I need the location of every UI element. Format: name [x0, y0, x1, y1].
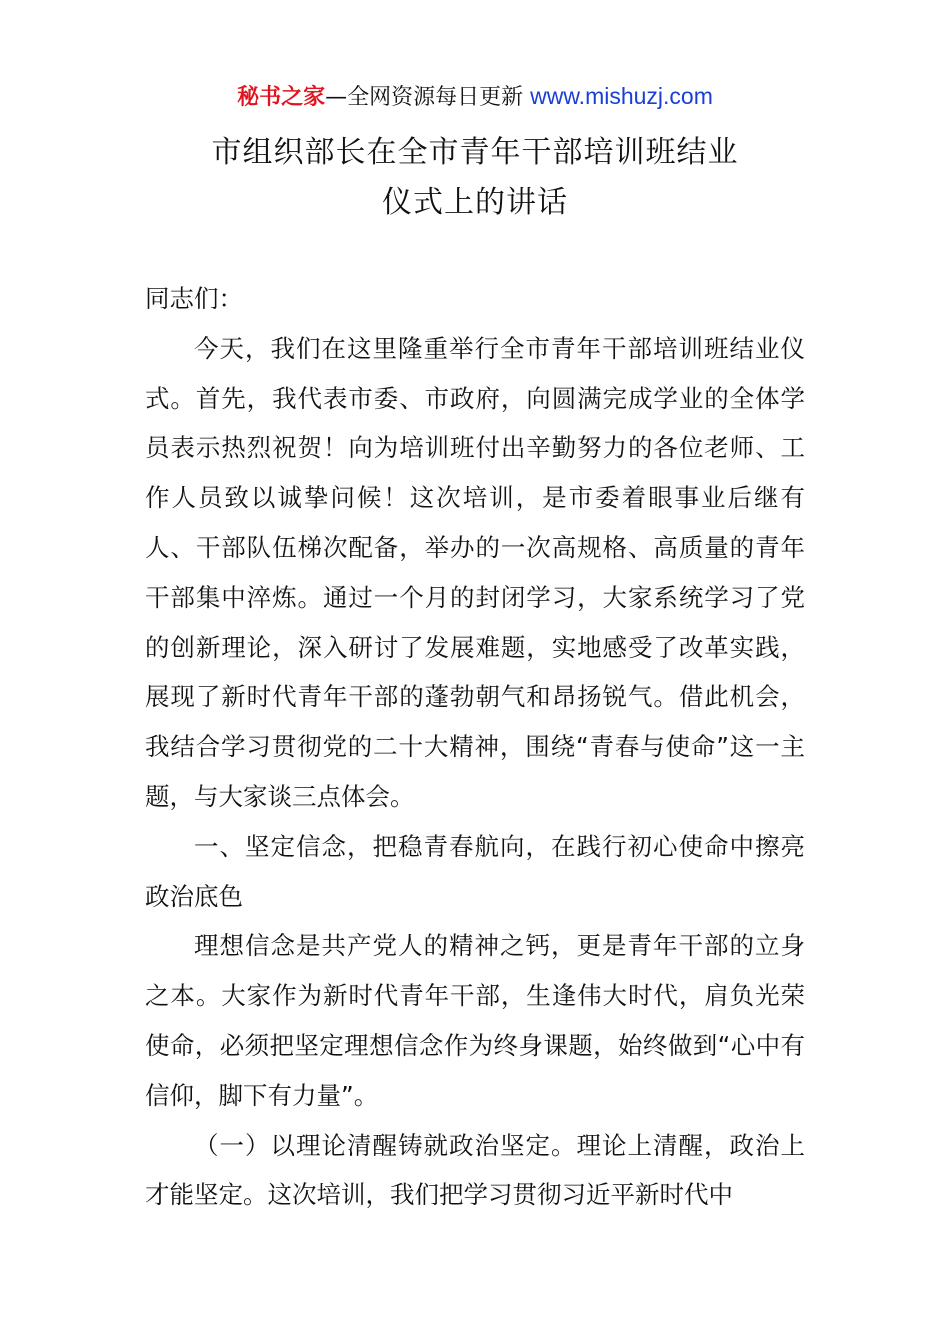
brand-name: 秘书之家: [237, 85, 326, 110]
section-heading-1: 一、坚定信念，把稳青春航向，在践行初心使命中擦亮政治底色: [145, 831, 805, 911]
site-header: [0, 80, 950, 114]
paragraph-section-1: 理想信念是共产党人的精神之钙，更是青年干部的立身之本。大家作为新时代青年干部，生逢伟大时代，肩负光荣使命，必须把坚定理想信念作为终身课题，始终做到“心中有信仰，脚下有力量”。: [145, 931, 805, 1110]
title-line-1: 市组织部长在全市青年干部培训班结业: [211, 135, 739, 170]
document-body: [145, 274, 805, 1220]
paragraph-intro: 今天，我们在这里隆重举行全市青年干部培训班结业仪式。首先，我代表市委、市政府，向圆满完成学业的全体学员表示热烈祝贺！向为培训班付出辛勤努力的各位老师、工作人员致以诚挚问候！这次培训，是市委着眼事业后继有人、干部队伍梯次配备，举办的一次高规格、高质量的青年干部集中淬炼。通过一个月的封闭学习，大家系统学习了党的创新理论，深入研讨了发展难题，实地感受了改革实践，展现了新时代青年干部的蓬勃朝气和昂扬锐气。借此机会，我结合学习贯彻党的二十大精神，围绕“青春与使命”这一主题，与大家谈三点体会。: [145, 333, 805, 811]
title-line-2: 仪式上的讲话: [382, 185, 568, 220]
header-tagline: —全网资源每日更新: [325, 85, 531, 110]
site-url-link[interactable]: www.mishuzj.com: [530, 83, 713, 109]
paragraph-subsection-1: （一）以理论清醒铸就政治坚定。理论上清醒，政治上才能坚定。这次培训，我们把学习贯彻习近平新时代中: [145, 1130, 805, 1210]
salutation: 同志们：: [145, 284, 243, 313]
document-title: [0, 128, 950, 228]
